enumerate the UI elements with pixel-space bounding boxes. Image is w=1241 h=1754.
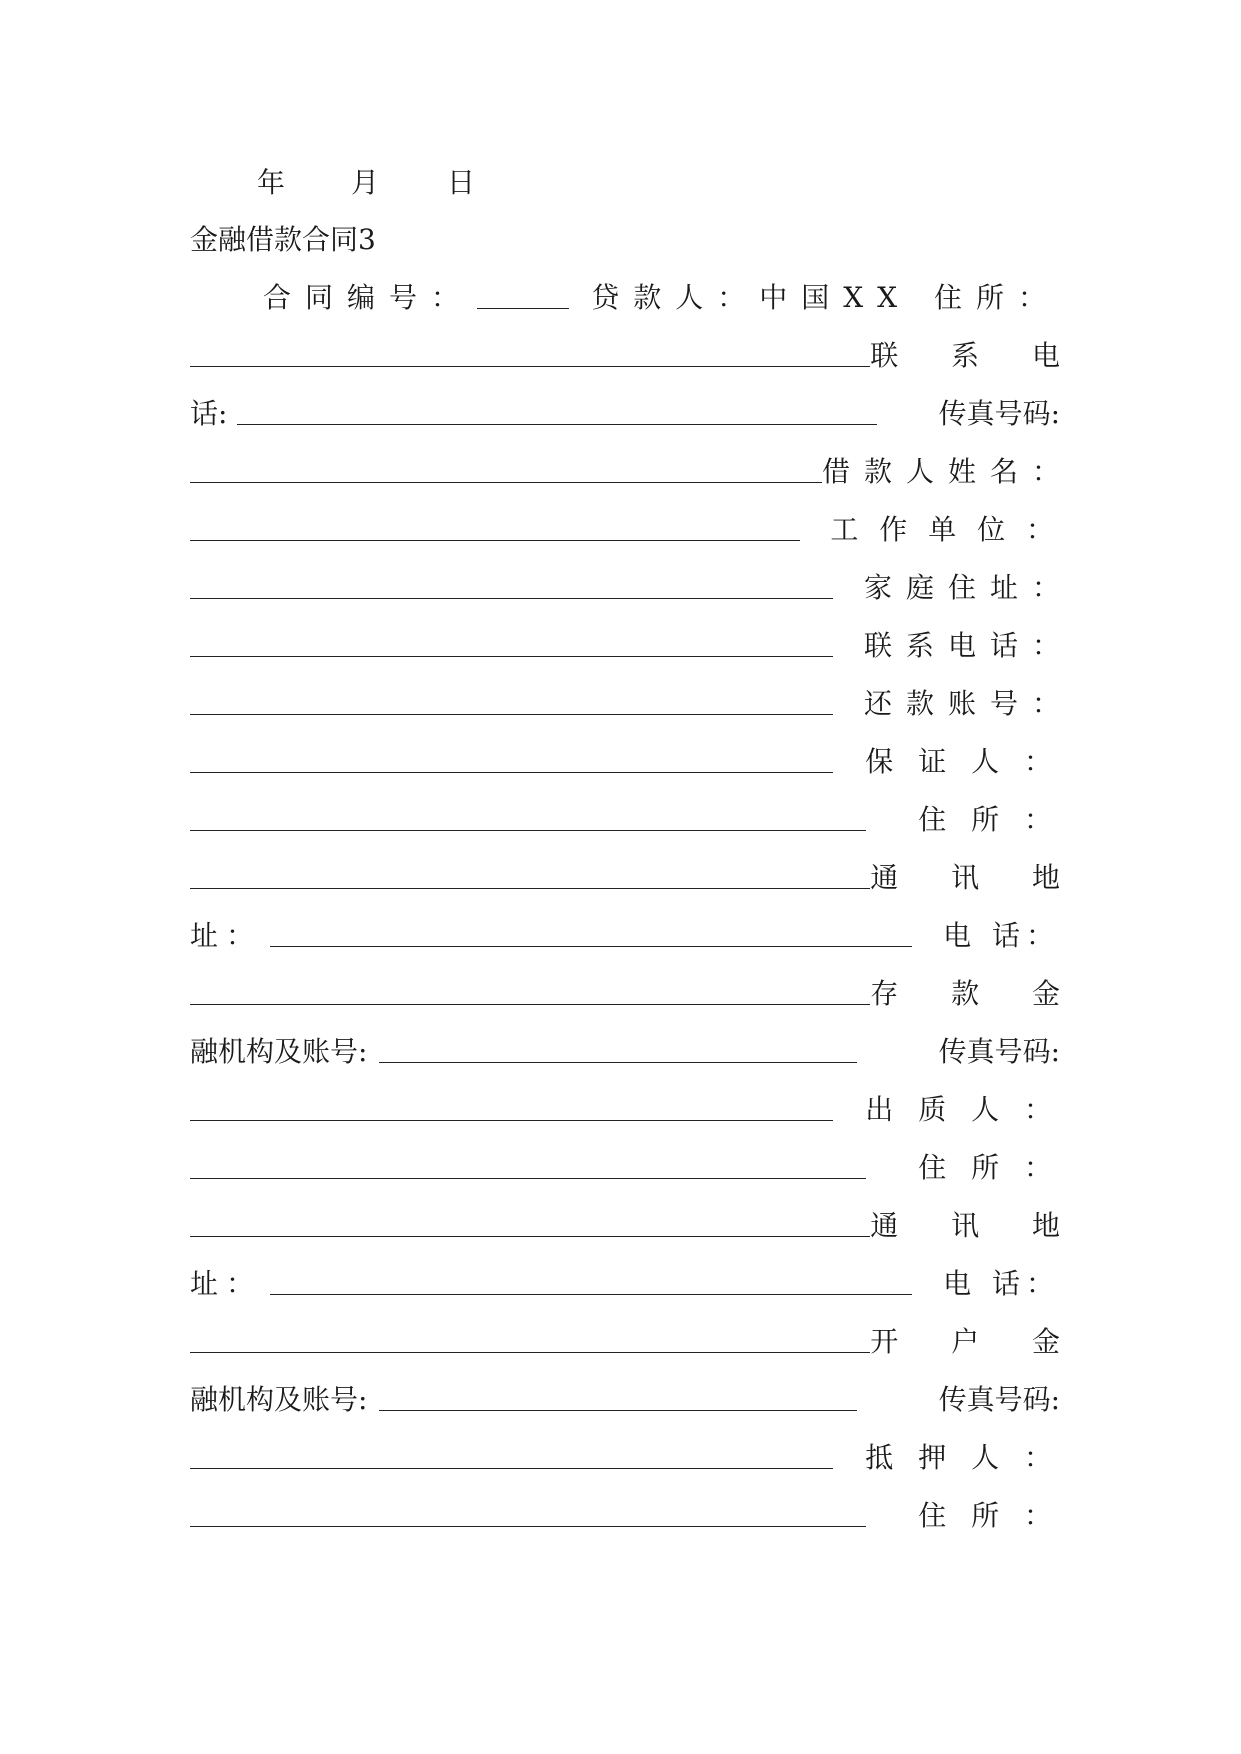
lender-phone-blank[interactable] [237,424,877,425]
contact-phone-1b-label: 话: [190,397,228,430]
address-2-label: 住 所 ： [918,1151,1060,1184]
home-address-line [190,565,1074,605]
day-label: 日 [447,166,476,199]
deposit-bank-line [190,971,1082,1011]
phone-1-line [190,913,1060,953]
contact-phone-2-line [190,623,1074,663]
lender-label: 贷款人：中国XX 住所： [591,281,1060,314]
mail-address-2b-label: 址： [190,1267,263,1300]
contract-no-blank[interactable] [477,308,569,309]
title-text: 金融借款合同3 [190,223,376,256]
address-3-label: 住 所 ： [918,1499,1060,1532]
repay-account-blank[interactable] [190,772,833,773]
address-2-line [190,1145,1060,1185]
mail-address-2-line [190,1203,1082,1243]
mortgagor-line [190,1435,1060,1475]
date-line [190,160,1060,200]
pledgor-line [190,1087,1060,1127]
mail-address-1-line [190,855,1082,895]
open-bank-a-label: 开 户 金 [870,1325,1082,1358]
guarantor-blank[interactable] [190,830,866,831]
contract-no-label: 合同编号： [263,281,474,314]
deposit-bank-b-label: 融机构及账号: [190,1035,368,1068]
mail-address-2-blank[interactable] [270,1294,912,1295]
borrower-name-blank[interactable] [190,540,800,541]
mortgagor-blank[interactable] [190,1526,866,1527]
repay-account-label: 还款账号： [863,687,1074,720]
year-label: 年 [257,166,286,199]
phone-2-label: 电 话： [943,1267,1060,1300]
lender-fax-blank[interactable] [190,482,822,483]
phone-1-blank[interactable] [190,1004,870,1005]
contact-phone-2-blank[interactable] [190,714,833,715]
lender-phone-line [190,391,1060,431]
home-address-label: 家庭住址： [863,571,1074,604]
fax-2-label: 传真号码: [938,1035,1060,1068]
mortgagor-label: 抵 押 人 ： [865,1441,1060,1474]
lender-address-blank[interactable] [190,366,870,367]
address-1-label: 住 所 ： [918,803,1060,836]
deposit-account-blank[interactable] [379,1062,857,1063]
address-1-blank[interactable] [190,888,870,889]
work-unit-label: 工 作 单 位 ： [830,513,1060,546]
address-1-line [190,797,1060,837]
contract-line [190,275,1060,315]
phone-1-label: 电 话： [943,919,1060,952]
work-unit-blank[interactable] [190,598,833,599]
pledgor-label: 出 质 人 ： [865,1093,1060,1126]
contact-phone-2-label: 联系电话： [863,629,1074,662]
deposit-bank-a-label: 存 款 金 [870,977,1082,1010]
fax-3-label: 传真号码: [938,1383,1060,1416]
open-account-blank[interactable] [379,1410,857,1411]
phone-2-blank[interactable] [190,1352,870,1353]
contact-phone-1a-label: 联 系 电 [870,339,1082,372]
open-bank-line [190,1319,1082,1359]
address-3-line [190,1493,1060,1533]
lender-address-line [190,333,1082,373]
pledgor-blank[interactable] [190,1178,866,1179]
guarantor-label: 保 证 人 ： [865,745,1060,778]
home-address-blank[interactable] [190,656,833,657]
fax-3-blank[interactable] [190,1468,833,1469]
borrower-name-line [190,449,1074,489]
document-title [190,217,1060,257]
borrower-name-label: 借款人姓名： [821,455,1074,488]
open-bank-b-label: 融机构及账号: [190,1383,368,1416]
repay-account-line [190,681,1074,721]
mail-address-1b-label: 址： [190,919,263,952]
guarantor-line [190,739,1060,779]
mail-address-1a-label: 通 讯 地 [870,861,1082,894]
open-account-line [190,1377,1060,1417]
month-label: 月 [351,166,380,199]
deposit-account-line [190,1029,1060,1069]
mail-address-2a-label: 通 讯 地 [870,1209,1082,1242]
fax-1-label: 传真号码: [938,397,1060,430]
phone-2-line [190,1261,1060,1301]
address-2-blank[interactable] [190,1236,870,1237]
fax-2-blank[interactable] [190,1120,833,1121]
work-unit-line [190,507,1060,547]
mail-address-1-blank[interactable] [270,946,912,947]
